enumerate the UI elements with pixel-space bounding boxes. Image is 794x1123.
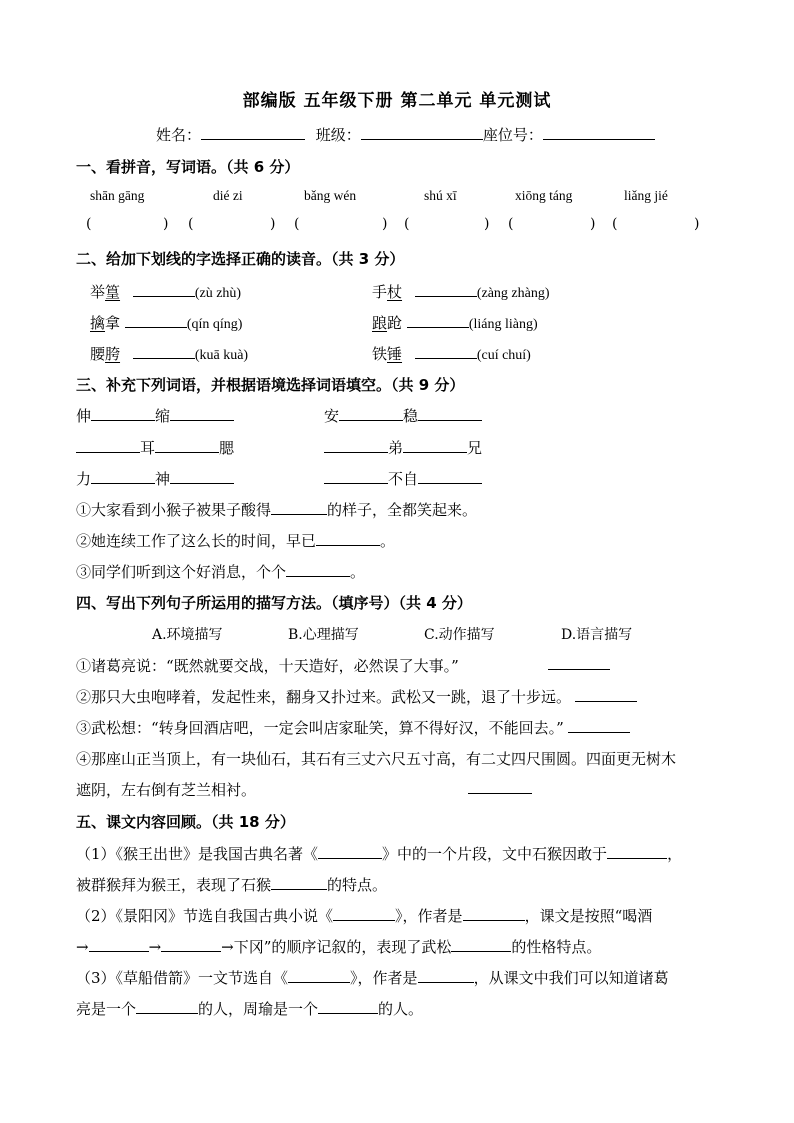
fill-sentence-1	[76, 499, 477, 520]
idiom-char: 伸	[76, 407, 92, 425]
answer-box-2[interactable]: (	[188, 216, 194, 232]
section-4-heading: 四、写出下列句子所运用的描写方法。（填序号）（共 4 分）	[76, 594, 472, 612]
student-info	[156, 124, 655, 145]
review-blank[interactable]	[161, 937, 221, 952]
fill-sentence-2	[76, 530, 395, 551]
review-blank[interactable]	[318, 999, 378, 1014]
idiom-blank[interactable]	[170, 469, 234, 484]
review-text: （1）《猴王出世》是我国古典名著《	[76, 845, 319, 863]
review-blank[interactable]	[463, 906, 525, 921]
idiom-blank[interactable]	[403, 438, 467, 453]
option-c: C.动作描写	[424, 627, 495, 643]
review-text: →	[148, 938, 162, 956]
review-blank[interactable]	[288, 968, 350, 983]
review-text: 的性格特点。	[511, 938, 602, 956]
underlined-char: 擒	[90, 314, 106, 332]
idiom-4	[324, 437, 482, 458]
pinyin-options: (zù zhù)	[194, 286, 242, 301]
page-title: 部编版 五年级下册 第二单元 单元测试	[242, 91, 552, 111]
review-text: ，从课文中我们可以知道诸葛	[473, 969, 669, 987]
idiom-3	[76, 437, 234, 458]
idiom-blank[interactable]	[170, 406, 234, 421]
review-1-line-1	[76, 843, 682, 864]
idiom-blank[interactable]	[155, 438, 219, 453]
reading-item-5	[90, 343, 248, 364]
class-label: 班级：	[315, 126, 361, 144]
pinyin-3: bǎng wén	[304, 188, 357, 203]
review-text: 的特点。	[327, 876, 388, 894]
review-text: 》中的一个片段，文中石猴因敢于	[382, 845, 608, 863]
method-answer-3[interactable]	[568, 718, 630, 733]
sentence-text: 的样子，全都笑起来。	[327, 501, 478, 519]
method-question-4-cont: 遮阴，左右倒有芝兰相衬。	[76, 781, 257, 799]
idiom-blank[interactable]	[76, 438, 140, 453]
idiom-blank[interactable]	[324, 438, 388, 453]
sentence-text: ②那只大虫咆哮着，发起性来，翻身又扑过来。武松又一跳，退了十步远。	[76, 688, 572, 706]
word-char: 举	[90, 283, 106, 301]
answer-box-1[interactable]: (	[86, 216, 92, 232]
review-text: 的人。	[378, 1000, 424, 1018]
idiom-char: 腮	[219, 439, 235, 457]
pinyin-1: shān gāng	[90, 188, 145, 203]
pinyin-2: dié zi	[213, 188, 243, 203]
review-2-line-2	[76, 936, 601, 957]
section-5-heading: 五、课文内容回顾。（共 18 分）	[76, 813, 295, 831]
method-question-3	[76, 717, 630, 738]
method-question-2	[76, 686, 637, 707]
option-d: D.语言描写	[561, 627, 633, 643]
sentence-text: ③武松想：“转身回酒店吧，一定会叫店家耻笑，算不得好汉，不能回去。”	[76, 719, 564, 737]
review-text: （3）《草船借箭》一文节选自《	[76, 969, 289, 987]
option-a: A.环境描写	[152, 627, 223, 643]
answer-blank[interactable]	[133, 344, 195, 359]
reading-item-6	[372, 343, 531, 364]
review-text: 》，作者是	[350, 969, 418, 987]
review-text: →	[76, 938, 89, 956]
method-question-4: ④那座山正当顶上，有一块仙石，其石有三丈六尺五寸高，有二丈四尺围圆。四面更无树木	[76, 750, 677, 768]
pinyin-4: shú xī	[424, 188, 457, 203]
answer-box-5[interactable]: (	[508, 216, 514, 232]
idiom-char: 缩	[155, 407, 171, 425]
idiom-blank[interactable]	[339, 406, 403, 421]
method-answer-2[interactable]	[575, 687, 637, 702]
review-text: ，	[667, 845, 683, 863]
review-text: 的人，周瑜是一个	[198, 1000, 319, 1018]
word-char: 手	[372, 283, 388, 301]
name-label: 姓名：	[156, 126, 202, 144]
sentence-blank[interactable]	[316, 531, 380, 546]
idiom-2	[324, 405, 482, 426]
underlined-char: 锤	[387, 345, 403, 363]
sentence-text: ②她连续工作了这么长的时间，早已	[76, 532, 317, 550]
review-blank[interactable]	[451, 937, 511, 952]
paren-close-6: )	[694, 216, 700, 232]
paren-close-3: )	[382, 216, 388, 232]
pinyin-options: (qín qíng)	[186, 317, 243, 332]
pinyin-options: (liáng liàng)	[468, 317, 538, 332]
pinyin-options: (cuí chuí)	[476, 348, 531, 363]
name-field[interactable]	[201, 125, 305, 140]
review-text: ，课文是按照“喝酒	[524, 907, 653, 925]
review-2-line-1	[76, 905, 652, 926]
idiom-blank[interactable]	[418, 406, 482, 421]
sentence-text: ③同学们听到这个好消息，个个	[76, 563, 287, 581]
review-blank[interactable]	[318, 844, 382, 859]
method-answer-1[interactable]	[548, 655, 610, 670]
review-blank[interactable]	[271, 875, 327, 890]
method-question-1: ①诸葛亮说：“既然就要交战，十天造好，必然误了大事。”	[76, 657, 459, 675]
seat-field[interactable]	[543, 125, 655, 140]
pinyin-6: liǎng jié	[624, 188, 668, 203]
idiom-char: 弟	[388, 439, 404, 457]
answer-blank[interactable]	[415, 282, 477, 297]
idiom-blank[interactable]	[418, 469, 482, 484]
review-blank[interactable]	[418, 968, 474, 983]
word-char: 拿	[105, 314, 121, 332]
idiom-blank[interactable]	[91, 469, 155, 484]
underlined-char: 篁	[105, 283, 121, 301]
idiom-char: 兄	[467, 439, 483, 457]
idiom-char: 力	[76, 470, 92, 488]
idiom-char: 稳	[403, 407, 419, 425]
reading-item-2	[372, 281, 550, 302]
review-blank[interactable]	[136, 999, 198, 1014]
section-3-heading: 三、补充下列词语，并根据语境选择词语填空。（共 9 分）	[76, 376, 465, 394]
answer-blank[interactable]	[407, 313, 469, 328]
idiom-char: 耳	[140, 439, 156, 457]
idiom-char: 神	[155, 470, 171, 488]
review-text: →下冈”的顺序记叙的，表现了武松	[221, 938, 452, 956]
option-b: B.心理描写	[288, 627, 359, 643]
paren-close-4: )	[484, 216, 490, 232]
sentence-text: 。	[350, 563, 366, 581]
method-answer-4[interactable]	[468, 779, 532, 794]
underlined-char: 杖	[387, 283, 403, 301]
review-text: 亮是一个	[76, 1000, 137, 1018]
paren-close-5: )	[590, 216, 596, 232]
review-3-line-1	[76, 967, 669, 988]
section-1-heading: 一、看拼音，写词语。（共 6 分）	[76, 158, 300, 176]
answer-blank[interactable]	[125, 313, 187, 328]
sentence-text: 。	[380, 532, 396, 550]
review-1-line-2	[76, 874, 387, 895]
word-char: 铁	[372, 345, 388, 363]
answer-blank[interactable]	[415, 344, 477, 359]
underlined-char: 胯	[105, 345, 121, 363]
paren-close-2: )	[270, 216, 276, 232]
pinyin-options: (kuā kuà)	[194, 348, 249, 363]
review-blank[interactable]	[89, 937, 149, 952]
sentence-blank[interactable]	[286, 562, 350, 577]
idiom-char: 不自	[388, 470, 419, 488]
fill-sentence-3	[76, 561, 365, 582]
reading-item-4	[372, 312, 538, 333]
answer-box-3[interactable]: (	[294, 216, 300, 232]
review-blank[interactable]	[607, 844, 667, 859]
reading-item-3	[90, 312, 242, 333]
class-field[interactable]	[361, 125, 483, 140]
pinyin-options: (zàng zhàng)	[476, 286, 550, 301]
answer-blank[interactable]	[133, 282, 195, 297]
review-3-line-2	[76, 998, 423, 1019]
pinyin-5: xiōng táng	[515, 188, 573, 203]
idiom-5	[76, 468, 234, 489]
review-text: （2）《景阳冈》节选自我国古典小说《	[76, 907, 334, 925]
word-char: 跄	[387, 314, 403, 332]
idiom-blank[interactable]	[91, 406, 155, 421]
sentence-blank[interactable]	[271, 500, 327, 515]
reading-item-1	[90, 281, 241, 302]
sentence-text: ①大家看到小猴子被果子酸得	[76, 501, 272, 519]
idiom-char: 安	[324, 407, 340, 425]
review-text: 》，作者是	[395, 907, 463, 925]
review-blank[interactable]	[333, 906, 395, 921]
paren-close-1: )	[163, 216, 169, 232]
review-text: 被群猴拜为猴王，表现了石猴	[76, 876, 272, 894]
section-2-heading: 二、给加下划线的字选择正确的读音。（共 3 分）	[76, 250, 405, 268]
idiom-blank[interactable]	[324, 469, 388, 484]
underlined-char: 踉	[372, 314, 388, 332]
idiom-1	[76, 405, 234, 426]
answer-box-4[interactable]: (	[404, 216, 410, 232]
word-char: 腰	[90, 345, 106, 363]
idiom-6	[324, 468, 482, 489]
answer-box-6[interactable]: (	[612, 216, 618, 232]
seat-label: 座位号：	[482, 126, 543, 144]
